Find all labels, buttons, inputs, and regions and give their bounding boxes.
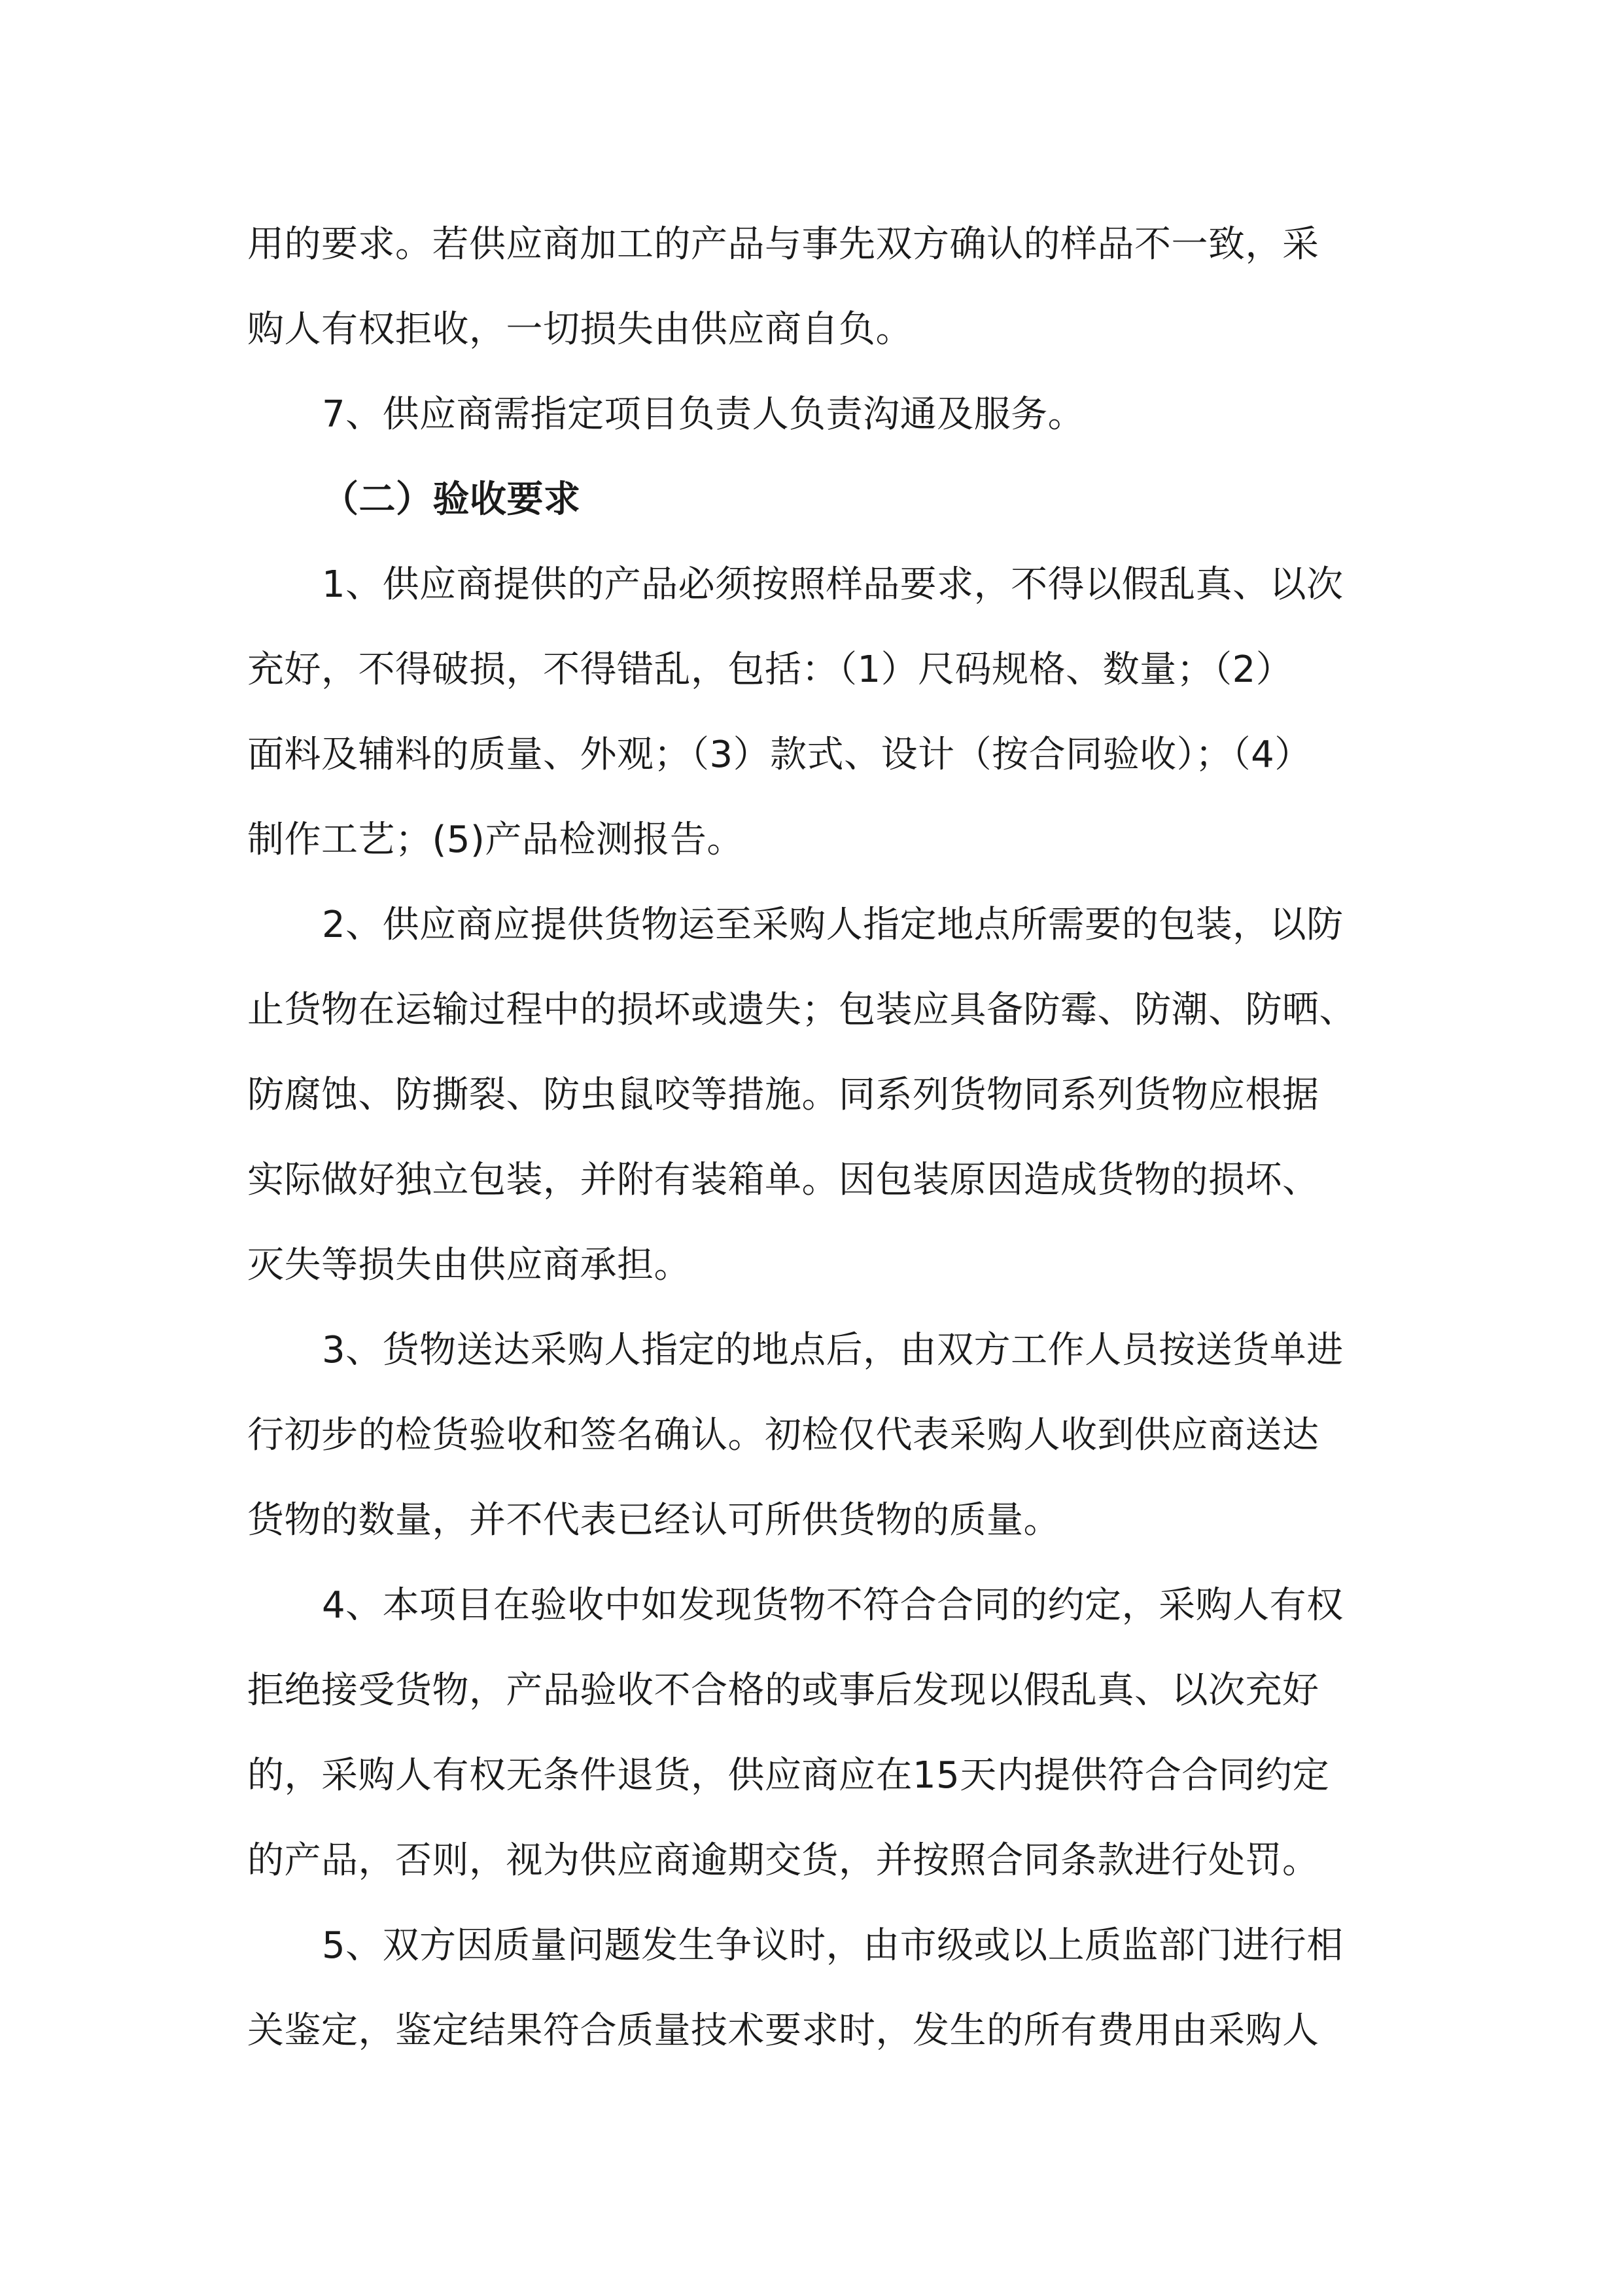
paragraph-line: 7、供应商需指定项目负责人负责沟通及服务。 [322, 393, 1085, 436]
paragraph-line: 的产品，否则，视为供应商逾期交货，并按照合同条款进行处罚。 [247, 1839, 1319, 1882]
paragraph-line: 关鉴定，鉴定结果符合质量技术要求时，发生的所有费用由采购人 [247, 2009, 1319, 2052]
paragraph-line: 面料及辅料的质量、外观；（3）款式、设计（按合同验收）；（4） [247, 733, 1312, 776]
paragraph-line: 拒绝接受货物，产品验收不合格的或事后发现以假乱真、以次充好 [247, 1669, 1319, 1712]
paragraph-line: 止货物在运输过程中的损坏或遗失；包装应具备防霉、防潮、防晒、 [247, 989, 1356, 1031]
paragraph-line: 货物的数量，并不代表已经认可所供货物的质量。 [247, 1499, 1060, 1542]
paragraph-line: 5、双方因质量问题发生争议时，由市级或以上质监部门进行相 [322, 1924, 1344, 1967]
paragraph-line: 4、本项目在验收中如发现货物不符合合同的约定，采购人有权 [322, 1584, 1344, 1627]
paragraph-line: 实际做好独立包装，并附有装箱单。因包装原因造成货物的损坏、 [247, 1159, 1319, 1201]
paragraph-line: 2、供应商应提供货物运至采购人指定地点所需要的包装，以防 [322, 904, 1344, 946]
paragraph-line: 制作工艺；(5)产品检测报告。 [247, 819, 744, 861]
paragraph-line: 灭失等损失由供应商承担。 [247, 1244, 691, 1286]
paragraph-line: 用的要求。若供应商加工的产品与事先双方确认的样品不一致，采 [247, 223, 1319, 266]
paragraph-line: 的，采购人有权无条件退货，供应商应在15天内提供符合合同约定 [247, 1754, 1330, 1797]
paragraph-line: 3、货物送达采购人指定的地点后，由双方工作人员按送货单进 [322, 1329, 1344, 1371]
paragraph-line: 1、供应商提供的产品必须按照样品要求，不得以假乱真、以次 [322, 563, 1344, 606]
paragraph-line: 行初步的检货验收和签名确认。初检仅代表采购人收到供应商送达 [247, 1414, 1319, 1457]
paragraph-line: 充好，不得破损，不得错乱，包括：（1）尺码规格、数量；（2） [247, 648, 1293, 691]
paragraph-line: 购人有权拒收，一切损失由供应商自负。 [247, 308, 913, 351]
paragraph-line: 防腐蚀、防撕裂、防虫鼠咬等措施。同系列货物同系列货物应根据 [247, 1074, 1319, 1116]
section-heading: （二）验收要求 [322, 478, 581, 521]
